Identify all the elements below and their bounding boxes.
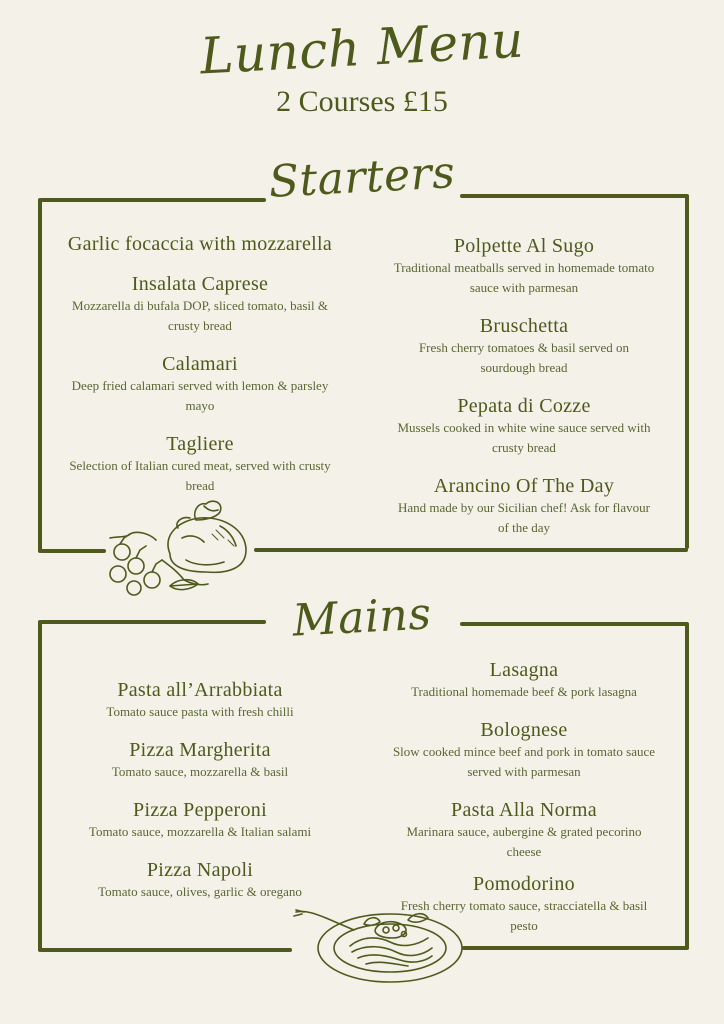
frame-top-right: [460, 194, 688, 198]
main-item: [392, 798, 656, 862]
starter-item: [64, 352, 336, 416]
frame-top-right: [460, 622, 688, 626]
dish-description: Traditional homemade beef & pork lasagna: [411, 684, 637, 699]
frame-right: [685, 622, 689, 950]
dish-name: Bolognese: [480, 719, 568, 741]
dish-name: Tagliere: [166, 433, 234, 455]
main-item: [64, 678, 336, 722]
dish-description: Tomato sauce, mozzarella & basil: [111, 764, 289, 779]
dish-description: Tomato sauce pasta with fresh chilli: [106, 704, 294, 719]
starter-item: [392, 314, 656, 378]
dish-name: Pepata di Cozze: [457, 395, 591, 417]
burrata-cherry-tomato-illustration: [100, 494, 260, 604]
main-item: [64, 858, 336, 902]
frame-bottom-right: [462, 946, 688, 950]
dish-name: Insalata Caprese: [131, 273, 269, 295]
menu-subtitle: 2 Courses £15: [276, 85, 448, 118]
dish-description: Traditional meatballs served in homemade tomato sauce with parmesan: [393, 260, 655, 295]
starter-item: [64, 232, 336, 256]
frame-left: [38, 620, 42, 952]
dish-name: Pizza Napoli: [146, 859, 254, 881]
dish-description: Fresh cherry tomatoes & basil served on sourdough bread: [418, 340, 630, 375]
dish-name: Arancino Of The Day: [433, 475, 615, 497]
frame-right: [685, 194, 689, 549]
frame-bottom-left: [40, 948, 292, 952]
dish-description: Mozzarella di bufala DOP, sliced tomato, basil & crusty bread: [72, 298, 328, 333]
dish-description: Slow cooked mince beef and pork in tomato sauce served with parmesan: [392, 744, 656, 779]
dish-name: Garlic focaccia with mozzarella: [67, 233, 333, 255]
starter-item: [392, 474, 656, 538]
dish-name: Pizza Pepperoni: [133, 799, 267, 821]
mains-heading: Mains: [291, 588, 433, 647]
dish-name: Pasta Alla Norma: [451, 799, 597, 821]
dish-name: Polpette Al Sugo: [453, 235, 595, 257]
dish-description: Selection of Italian cured meat, served with crusty bread: [69, 458, 331, 493]
main-item: [392, 718, 656, 782]
dish-description: Fresh cherry tomato sauce, stracciatella & basil pesto: [400, 898, 648, 933]
dish-name: Lasagna: [489, 659, 559, 681]
starter-item: [64, 272, 336, 336]
dish-description: Mussels cooked in white wine sauce served with crusty bread: [397, 420, 651, 455]
main-item: [64, 738, 336, 782]
dish-name: Pizza Margherita: [129, 739, 271, 761]
dish-name: Pasta all’Arrabbiata: [117, 679, 283, 701]
dish-name: Pomodorino: [473, 873, 575, 895]
frame-top-left: [40, 198, 266, 202]
dish-description: Hand made by our Sicilian chef! Ask for flavour of the day: [398, 500, 650, 535]
menu-title: Lunch Menu: [198, 10, 526, 86]
starters-heading: Starters: [267, 147, 457, 208]
dish-name: Calamari: [162, 353, 238, 375]
dish-description: Tomato sauce, olives, garlic & oregano: [98, 884, 302, 899]
main-item: [64, 798, 336, 842]
starter-item: [392, 394, 656, 458]
dish-description: Marinara sauce, aubergine & grated pecorino cheese: [406, 824, 642, 859]
dish-description: Deep fried calamari served with lemon & parsley mayo: [71, 378, 329, 413]
dish-name: Bruschetta: [479, 315, 569, 337]
starter-item: [392, 234, 656, 298]
frame-bottom-right: [254, 548, 688, 552]
frame-bottom-left: [40, 549, 106, 553]
pasta-plate-illustration: [292, 906, 468, 990]
dish-description: Tomato sauce, mozzarella & Italian salami: [88, 824, 312, 839]
starter-item: [64, 432, 336, 496]
frame-top-left: [40, 620, 266, 624]
frame-left: [38, 198, 42, 553]
main-item: [392, 658, 656, 702]
